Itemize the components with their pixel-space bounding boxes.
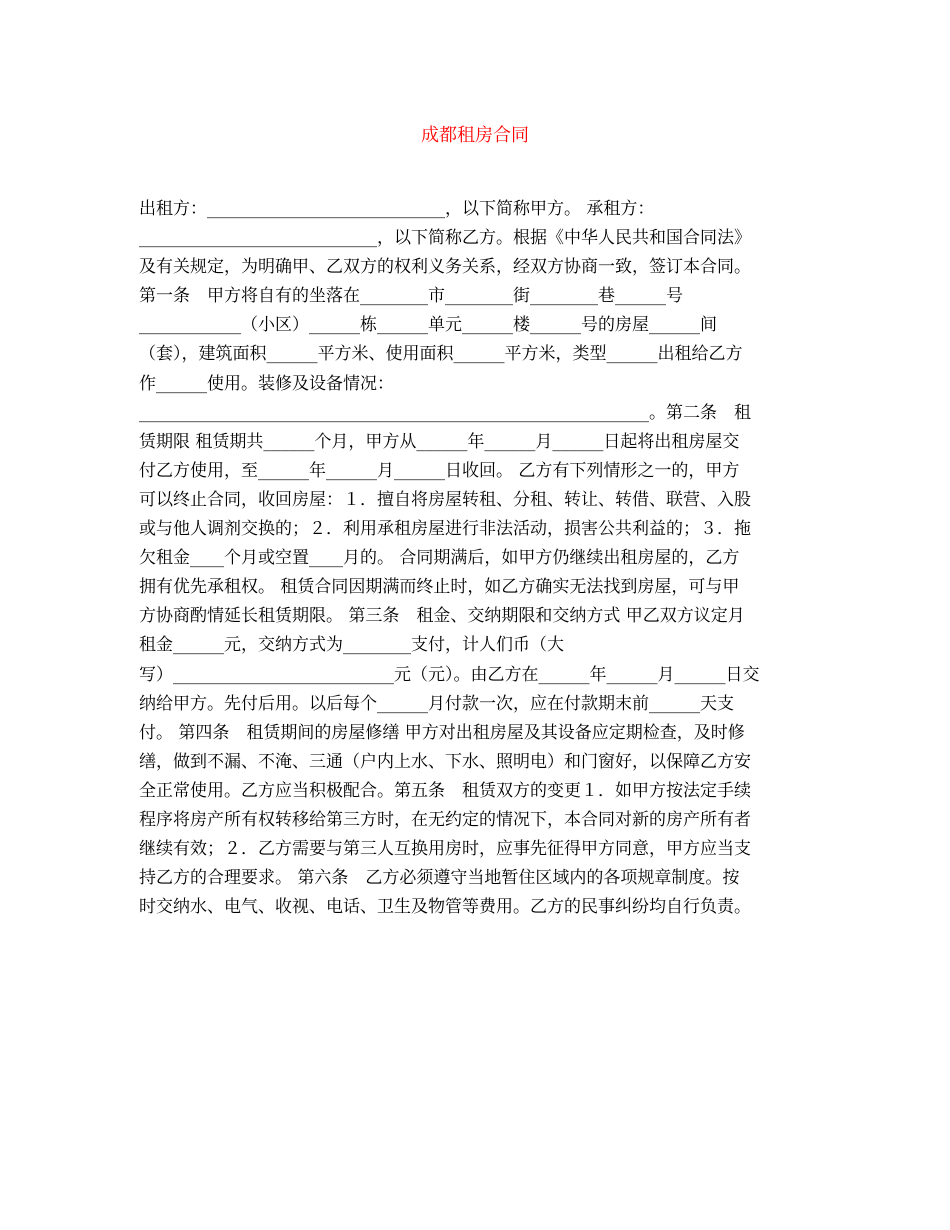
document-line: 或与他人调剂交换的；２．利用承租房屋进行非法活动，损害公共利益的；３．拖: [139, 519, 751, 540]
document-body: [139, 195, 815, 922]
document-line: 拥有优先承租权。 租赁合同因期满而终止时，如乙方确实无法找到房屋，可与甲: [139, 577, 740, 598]
document-line: 持乙方的合理要求。 第六条 乙方必须遵守当地暂住区域内的各项规章制度。按: [139, 868, 740, 889]
document-line: 付。 第四条 租赁期间的房屋修缮 甲方对出租房屋及其设备应定期检查，及时修: [139, 722, 745, 743]
document-line: 继续有效；２．乙方需要与第三人互换用房时，应事先征得甲方同意，甲方应当支: [139, 839, 751, 860]
document-line: 时交纳水、电气、收视、电话、卫生及物管等费用。乙方的民事纠纷均自行负责。: [139, 897, 751, 918]
document-line: 第一条 甲方将自有的坐落在________市________街________巷______号: [139, 286, 683, 307]
document-line: 出租方：____________________________，以下简称甲方。 承租方：: [139, 199, 655, 219]
document-line: 缮，做到不漏、不淹、三通（户内上水、下水、照明电）和门窗好，以保障乙方安: [139, 751, 751, 772]
document-line: 租金______元，交纳方式为________支付，计人们币（大: [139, 635, 564, 656]
document-line: ____________（小区）______栋______单元______楼______号的房屋______间: [139, 315, 717, 336]
document-line: 方协商酌情延长租赁期限。 第三条 租金、交纳期限和交纳方式 甲乙双方议定月: [139, 606, 745, 627]
document-line: 及有关规定，为明确甲、乙双方的权利义务关系，经双方协商一致，签订本合同。: [139, 257, 751, 278]
document-line: ____________________________，以下简称乙方。根据《中华人民共和国合同法》: [139, 228, 751, 249]
document-line: 纳给甲方。先付后用。以后每个______月付款一次，应在付款期末前______天支: [139, 693, 734, 714]
document-line: 全正常使用。乙方应当积极配合。第五条 租赁双方的变更１．如甲方按法定手续: [139, 780, 751, 801]
document-title: 成都租房合同: [421, 125, 529, 146]
document-line: （套），建筑面积______平方米、使用面积______平方米，类型______出租给乙方: [139, 344, 743, 365]
document-line: 赁期限 租赁期共______个月，甲方从______年______月______日起将出租房屋交: [139, 431, 740, 452]
document-line: 写）__________________________元（元）。由乙方在______年______月______日交: [139, 664, 760, 685]
document-line: 程序将房产所有权转移给第三方时，在无约定的情况下，本合同对新的房产所有者: [139, 809, 751, 830]
document-line: 付乙方使用，至______年______月______日收回。 乙方有下列情形之一的，甲方: [139, 460, 740, 481]
document-line: 可以终止合同，收回房屋：１．擅自将房屋转租、分租、转让、转借、联营、入股: [139, 489, 751, 510]
document-line: 作______使用。装修及设备情况：: [139, 373, 394, 394]
document-line: 欠租金____个月或空置____月的。 合同期满后，如甲方仍继续出租房屋的，乙方: [139, 548, 740, 569]
document-line: ____________________________________________________________。第二条 租: [139, 402, 751, 423]
